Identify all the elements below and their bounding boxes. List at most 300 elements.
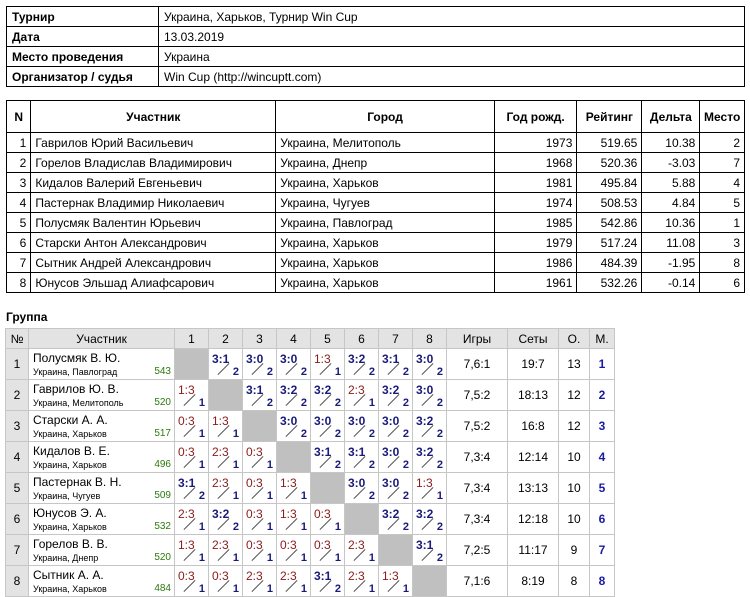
group-row-number: 2 (6, 380, 29, 411)
match-points: 1 (266, 583, 273, 595)
info-key: Организатор / судья (7, 67, 159, 87)
match-points: 2 (300, 366, 307, 378)
group-header-cell: 6 (345, 329, 379, 349)
match-points: 2 (402, 366, 409, 378)
participant-cell: 10.36 (642, 213, 700, 233)
group-match-cell (277, 473, 311, 504)
group-match-cell (277, 504, 311, 535)
group-sets: 12:14 (508, 442, 559, 473)
match-points: 1 (402, 583, 409, 595)
match-score: 3:1 (382, 352, 400, 366)
group-header-cell: 7 (379, 329, 413, 349)
match-score: 1:3 (314, 352, 331, 366)
player-rating: 496 (154, 459, 171, 470)
info-key: Турнир (7, 7, 159, 27)
player-city: Украина, Днепр (33, 553, 99, 563)
participant-cell: Украина, Харьков (276, 273, 495, 293)
match-points: 2 (436, 552, 443, 564)
group-row-number: 6 (6, 504, 29, 535)
participant-cell: 1 (700, 213, 745, 233)
group-diagonal-cell (175, 349, 209, 380)
match-score: 0:3 (246, 507, 263, 521)
match-score: 0:3 (178, 569, 195, 583)
participants-header-cell: Дельта (642, 101, 700, 133)
group-diagonal-cell (243, 411, 277, 442)
player-rating: 532 (154, 521, 171, 532)
match-points: 1 (368, 552, 375, 564)
group-row-number: 4 (6, 442, 29, 473)
group-place: 5 (590, 473, 615, 504)
match-score: 2:3 (348, 569, 365, 583)
group-match-cell (345, 535, 379, 566)
participant-cell: Сытник Андрей Александрович (31, 253, 276, 273)
group-match-cell (175, 380, 209, 411)
match-points: 2 (368, 428, 375, 440)
group-match-cell (413, 380, 447, 411)
match-score: 2:3 (246, 569, 263, 583)
player-city: Украина, Павлоград (33, 367, 118, 377)
match-points: 1 (232, 583, 239, 595)
match-points: 1 (334, 521, 341, 533)
match-points: 2 (198, 490, 205, 502)
match-score: 0:3 (246, 476, 263, 490)
group-match-cell (413, 411, 447, 442)
match-points: 2 (436, 459, 443, 471)
participant-cell: -0.14 (642, 273, 700, 293)
group-match-cell (175, 411, 209, 442)
participant-cell: Пастернак Владимир Николаевич (31, 193, 276, 213)
match-score: 3:2 (314, 383, 332, 397)
player-rating: 484 (154, 583, 171, 594)
match-score: 3:2 (416, 445, 434, 459)
player-city: Украина, Харьков (33, 460, 107, 470)
group-games: 7,5:2 (447, 380, 508, 411)
participant-cell: 542.86 (577, 213, 642, 233)
group-games: 7,3:4 (447, 504, 508, 535)
group-header-cell: 3 (243, 329, 277, 349)
match-score: 1:3 (280, 507, 297, 521)
match-points: 1 (198, 552, 205, 564)
participant-cell: 2 (700, 133, 745, 153)
group-sets: 19:7 (508, 349, 559, 380)
group-games: 7,3:4 (447, 442, 508, 473)
group-match-cell (243, 349, 277, 380)
match-score: 3:0 (416, 352, 434, 366)
group-match-cell (413, 349, 447, 380)
match-points: 1 (300, 521, 307, 533)
match-score: 3:0 (416, 383, 434, 397)
participant-cell: -3.03 (642, 153, 700, 173)
group-player-cell (29, 566, 175, 597)
group-games: 7,6:1 (447, 349, 508, 380)
player-rating: 509 (154, 490, 171, 501)
match-score: 0:3 (246, 538, 263, 552)
match-score: 3:0 (382, 445, 400, 459)
match-score: 3:2 (348, 352, 366, 366)
match-points: 2 (436, 428, 443, 440)
group-sets: 11:17 (508, 535, 559, 566)
group-match-cell (345, 411, 379, 442)
group-match-cell (311, 535, 345, 566)
match-points: 1 (266, 490, 273, 502)
group-row-number: 3 (6, 411, 29, 442)
match-points: 1 (232, 428, 239, 440)
group-match-cell (243, 380, 277, 411)
participant-cell: 3 (700, 233, 745, 253)
group-games: 7,3:4 (447, 473, 508, 504)
participant-row (7, 153, 745, 173)
participant-cell: 5 (7, 213, 31, 233)
group-player-cell (29, 442, 175, 473)
group-diagonal-cell (345, 504, 379, 535)
group-row-number: 1 (6, 349, 29, 380)
match-points: 2 (368, 490, 375, 502)
group-player-cell (29, 380, 175, 411)
match-points: 2 (300, 397, 307, 409)
match-points: 2 (436, 366, 443, 378)
group-match-cell (243, 473, 277, 504)
match-score: 0:3 (314, 507, 331, 521)
match-points: 2 (402, 521, 409, 533)
group-header-cell: № (6, 329, 29, 349)
match-score: 3:1 (212, 352, 230, 366)
group-match-cell (243, 566, 277, 597)
participant-cell: 8 (7, 273, 31, 293)
participant-row (7, 133, 745, 153)
group-header-cell: 5 (311, 329, 345, 349)
participant-cell: 5 (700, 193, 745, 213)
match-score: 3:1 (348, 445, 366, 459)
group-match-cell (379, 380, 413, 411)
match-score: 3:1 (416, 538, 434, 552)
participant-cell: Украина, Мелитополь (276, 133, 495, 153)
group-match-cell (209, 566, 243, 597)
group-match-cell (175, 535, 209, 566)
group-match-cell (209, 535, 243, 566)
match-points: 2 (402, 397, 409, 409)
match-points: 2 (334, 428, 341, 440)
participants-header-cell: Участник (31, 101, 276, 133)
group-games: 7,5:2 (447, 411, 508, 442)
group-points: 10 (559, 442, 590, 473)
group-diagonal-cell (379, 535, 413, 566)
participant-cell: 3 (7, 173, 31, 193)
info-row (7, 27, 745, 47)
match-score: 0:3 (314, 538, 331, 552)
match-score: 3:1 (178, 476, 196, 490)
match-points: 1 (368, 397, 375, 409)
match-score: 2:3 (348, 538, 365, 552)
group-match-cell (311, 504, 345, 535)
group-row-number: 8 (6, 566, 29, 597)
participant-cell: 10.38 (642, 133, 700, 153)
group-title: Группа (6, 310, 48, 324)
match-score: 3:0 (348, 476, 366, 490)
match-score: 3:2 (416, 414, 434, 428)
info-value: Win Cup (http://wincuptt.com) (159, 67, 745, 87)
group-player-cell (29, 473, 175, 504)
match-score: 3:0 (382, 414, 400, 428)
group-match-cell (277, 349, 311, 380)
match-score: 1:3 (212, 414, 229, 428)
group-player-cell (29, 411, 175, 442)
group-place: 7 (590, 535, 615, 566)
participant-cell: 7 (7, 253, 31, 273)
match-points: 2 (402, 490, 409, 502)
info-row (7, 47, 745, 67)
player-city: Украина, Чугуев (33, 491, 101, 501)
participants-header-cell: Рейтинг (577, 101, 642, 133)
participant-cell: Старски Антон Александрович (31, 233, 276, 253)
group-player-cell (29, 504, 175, 535)
match-score: 1:3 (280, 476, 297, 490)
group-row (6, 504, 615, 535)
match-score: 0:3 (178, 445, 195, 459)
group-match-cell (379, 442, 413, 473)
match-points: 1 (198, 521, 205, 533)
group-match-cell (277, 535, 311, 566)
participants-header-cell: Место (700, 101, 745, 133)
participant-cell: 11.08 (642, 233, 700, 253)
match-points: 1 (300, 552, 307, 564)
participant-cell: 4 (7, 193, 31, 213)
player-name: Старски А. А. (33, 413, 108, 427)
player-name: Кидалов В. Е. (33, 444, 110, 458)
match-score: 3:2 (280, 383, 298, 397)
match-score: 3:2 (212, 507, 230, 521)
match-points: 1 (300, 583, 307, 595)
match-score: 3:2 (382, 507, 400, 521)
group-match-cell (413, 442, 447, 473)
match-score: 0:3 (178, 414, 195, 428)
group-match-cell (379, 473, 413, 504)
match-points: 1 (198, 428, 205, 440)
group-match-cell (209, 349, 243, 380)
participant-cell: 1985 (494, 213, 577, 233)
group-diagonal-cell (277, 442, 311, 473)
group-match-cell (209, 442, 243, 473)
match-points: 1 (368, 583, 375, 595)
group-points: 8 (559, 566, 590, 597)
participant-cell: Украина, Харьков (276, 173, 495, 193)
participant-cell: 1974 (494, 193, 577, 213)
match-score: 0:3 (246, 445, 263, 459)
info-row (7, 67, 745, 87)
match-points: 2 (266, 397, 273, 409)
match-score: 1:3 (178, 383, 195, 397)
group-match-cell (175, 442, 209, 473)
participants-header-cell: Город (276, 101, 495, 133)
group-match-cell (379, 349, 413, 380)
participant-cell: 508.53 (577, 193, 642, 213)
participant-cell: 1981 (494, 173, 577, 193)
match-score: 3:1 (246, 383, 264, 397)
group-match-cell (345, 380, 379, 411)
group-place: 2 (590, 380, 615, 411)
participants-header-cell: Год рожд. (494, 101, 577, 133)
group-match-cell (413, 473, 447, 504)
match-points: 1 (232, 459, 239, 471)
group-match-cell (175, 566, 209, 597)
group-sets: 16:8 (508, 411, 559, 442)
match-score: 2:3 (212, 538, 229, 552)
match-score: 2:3 (178, 507, 195, 521)
participant-cell: 1 (7, 133, 31, 153)
participant-cell: 4.84 (642, 193, 700, 213)
group-row (6, 535, 615, 566)
match-points: 1 (266, 459, 273, 471)
player-rating: 517 (154, 428, 171, 439)
participant-cell: 1961 (494, 273, 577, 293)
participant-cell: Украина, Днепр (276, 153, 495, 173)
group-sets: 13:13 (508, 473, 559, 504)
info-key: Место проведения (7, 47, 159, 67)
info-row (7, 7, 745, 27)
participant-cell: Горелов Владислав Владимирович (31, 153, 276, 173)
player-city: Украина, Харьков (33, 522, 107, 532)
participant-cell: 6 (7, 233, 31, 253)
group-match-cell (209, 411, 243, 442)
group-match-cell (311, 380, 345, 411)
group-row (6, 566, 615, 597)
participant-row (7, 253, 745, 273)
match-points: 1 (300, 490, 307, 502)
group-player-cell (29, 349, 175, 380)
match-score: 1:3 (382, 569, 399, 583)
group-match-cell (379, 504, 413, 535)
match-score: 3:1 (314, 569, 332, 583)
player-rating: 543 (154, 366, 171, 377)
group-match-cell (379, 411, 413, 442)
participant-row (7, 213, 745, 233)
participant-cell: 484.39 (577, 253, 642, 273)
match-score: 3:0 (280, 414, 298, 428)
player-name: Полусмяк В. Ю. (33, 351, 121, 365)
match-points: 1 (334, 552, 341, 564)
participant-cell: 6 (700, 273, 745, 293)
match-points: 2 (334, 583, 341, 595)
match-points: 1 (232, 552, 239, 564)
group-points: 10 (559, 504, 590, 535)
participant-cell: Полусмяк Валентин Юрьевич (31, 213, 276, 233)
participant-cell: Украина, Чугуев (276, 193, 495, 213)
player-rating: 520 (154, 397, 171, 408)
group-header-cell: Участник (29, 329, 175, 349)
group-row (6, 442, 615, 473)
participant-row (7, 193, 745, 213)
match-points: 2 (402, 459, 409, 471)
participant-cell: Юнусов Эльшад Алиафсарович (31, 273, 276, 293)
group-header-cell: О. (559, 329, 590, 349)
match-score: 3:2 (382, 383, 400, 397)
participants-table (6, 100, 745, 293)
info-value: 13.03.2019 (159, 27, 745, 47)
match-score: 2:3 (212, 445, 229, 459)
match-points: 1 (436, 490, 443, 502)
match-points: 2 (402, 428, 409, 440)
participant-cell: 1973 (494, 133, 577, 153)
participant-cell: 7 (700, 153, 745, 173)
match-score: 3:0 (314, 414, 332, 428)
match-score: 3:0 (348, 414, 366, 428)
player-name: Юнусов Э. А. (33, 506, 107, 520)
group-match-cell (379, 566, 413, 597)
group-row-number: 7 (6, 535, 29, 566)
group-match-cell (311, 349, 345, 380)
group-match-cell (175, 504, 209, 535)
player-city: Украина, Харьков (33, 429, 107, 439)
group-place: 8 (590, 566, 615, 597)
group-match-cell (311, 411, 345, 442)
group-match-cell (243, 535, 277, 566)
group-header-cell: Игры (447, 329, 508, 349)
participant-cell: 1986 (494, 253, 577, 273)
group-match-cell (345, 442, 379, 473)
match-points: 2 (300, 428, 307, 440)
group-match-cell (311, 566, 345, 597)
group-row (6, 349, 615, 380)
match-points: 1 (266, 552, 273, 564)
info-key: Дата (7, 27, 159, 47)
participant-cell: Гаврилов Юрий Васильевич (31, 133, 276, 153)
player-name: Горелов В. В. (33, 537, 108, 551)
match-points: 1 (198, 583, 205, 595)
tournament-info-table (6, 6, 745, 87)
group-header-cell: Сеты (508, 329, 559, 349)
match-score: 3:2 (416, 507, 434, 521)
group-match-cell (277, 566, 311, 597)
group-sets: 12:18 (508, 504, 559, 535)
participant-cell: Украина, Павлоград (276, 213, 495, 233)
group-row (6, 411, 615, 442)
group-diagonal-cell (413, 566, 447, 597)
group-match-cell (277, 411, 311, 442)
match-score: 1:3 (416, 476, 433, 490)
group-points: 12 (559, 411, 590, 442)
group-header-cell: 1 (175, 329, 209, 349)
participant-cell: 1979 (494, 233, 577, 253)
group-header-cell: 4 (277, 329, 311, 349)
group-row (6, 380, 615, 411)
match-score: 1:3 (178, 538, 195, 552)
group-match-cell (243, 504, 277, 535)
participant-cell: 520.36 (577, 153, 642, 173)
match-points: 2 (436, 397, 443, 409)
group-match-cell (345, 349, 379, 380)
participants-header-cell: N (7, 101, 31, 133)
group-match-cell (209, 473, 243, 504)
group-match-cell (277, 380, 311, 411)
match-points: 2 (266, 366, 273, 378)
participant-cell: Украина, Харьков (276, 233, 495, 253)
match-score: 3:1 (314, 445, 332, 459)
participant-cell: 532.26 (577, 273, 642, 293)
player-city: Украина, Харьков (33, 584, 107, 594)
match-points: 1 (198, 397, 205, 409)
info-value: Украина, Харьков, Турнир Win Cup (159, 7, 745, 27)
group-points: 12 (559, 380, 590, 411)
participant-row (7, 173, 745, 193)
participant-row (7, 233, 745, 253)
group-sets: 18:13 (508, 380, 559, 411)
participant-cell: 517.24 (577, 233, 642, 253)
match-points: 1 (266, 521, 273, 533)
match-points: 1 (334, 366, 341, 378)
group-sets: 8:19 (508, 566, 559, 597)
group-match-cell (345, 473, 379, 504)
match-points: 2 (334, 397, 341, 409)
participant-cell: 2 (7, 153, 31, 173)
